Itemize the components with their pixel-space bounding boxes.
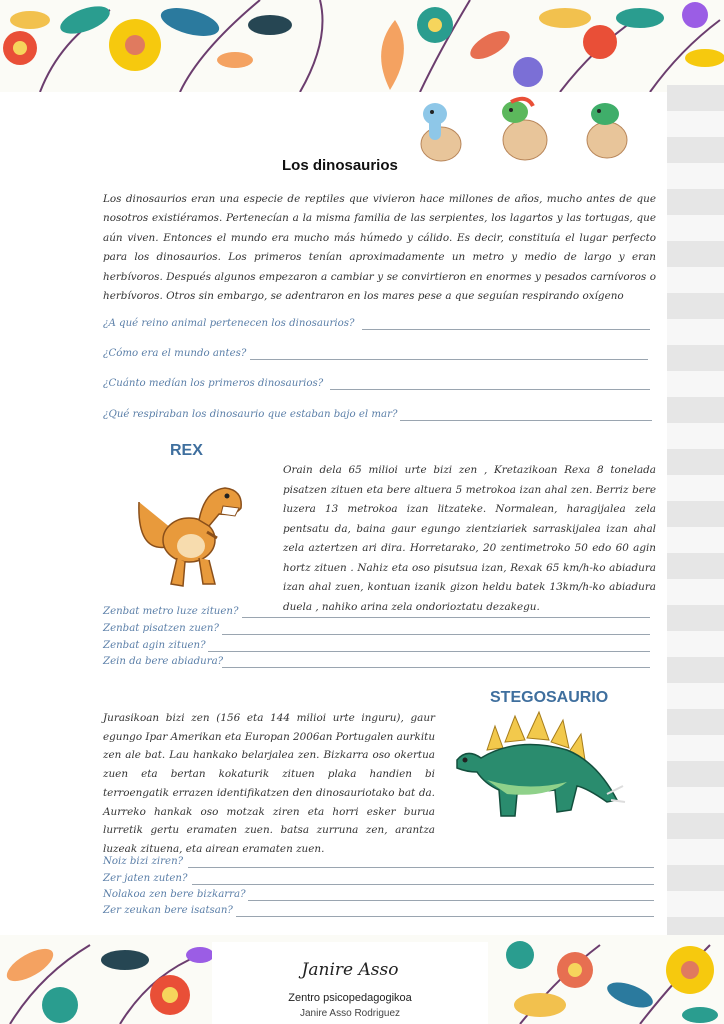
- stegosaurio-paragraph: Jurasikoan bizi zen (156 eta 144 milioi urte inguru), gaur egungo Ipar Amerikan eta Europan 2006an Portugalen aurkitu zen ale bat. Lau hankako belarjalea zen. Bizkarra oso okertua zuen eta bertan kokaturik zituen plaka handien bi terroengatik errazen identifikatzen den dinosauriotako bat da. Aurreko hankak oso motzak ziren eta horri esker burua lurretik gertu eramaten zuen. batsa zurruna zen, arantza luzeak zituena, eta airean eramaten zuen.: [103, 712, 436, 855]
- answer-line[interactable]: [188, 867, 654, 868]
- stegosaurus-illustration: [447, 710, 627, 828]
- stego-question-1: Noiz bizi ziren?: [103, 856, 184, 867]
- page-title: Los dinosaurios: [282, 157, 398, 174]
- answer-line[interactable]: [222, 634, 650, 635]
- floral-header-border: [0, 0, 724, 92]
- answer-line[interactable]: [192, 884, 654, 885]
- answer-line[interactable]: [330, 389, 650, 390]
- intro-question-1: ¿A qué reino animal pertenecen los dinosaurios?: [103, 318, 355, 329]
- answer-line[interactable]: [400, 420, 652, 421]
- answer-line[interactable]: [236, 916, 654, 917]
- intro-question-3: ¿Cuánto medían los primeros dinosaurios?: [103, 378, 324, 389]
- center-name: Zentro psicopedagogikoa: [288, 992, 412, 1004]
- footer-credit-box: [212, 942, 488, 1024]
- side-stripes-decoration: [667, 85, 724, 935]
- author-name: Janire Asso Rodriguez: [299, 1008, 401, 1019]
- intro-question-2: ¿Cómo era el mundo antes?: [103, 348, 247, 359]
- answer-line[interactable]: [250, 359, 648, 360]
- rex-question-4: Zein da bere abiadura?: [103, 656, 224, 667]
- answer-line[interactable]: [242, 617, 650, 618]
- intro-question-4: ¿Qué respiraban los dinosaurio que estaban bajo el mar?: [103, 409, 398, 420]
- answer-line[interactable]: [208, 651, 650, 652]
- baby-dinosaur-illustrations: [415, 96, 635, 166]
- answer-line[interactable]: [362, 329, 650, 330]
- rex-question-2: Zenbat pisatzen zuen?: [103, 623, 219, 634]
- stego-question-2: Zer jaten zuten?: [103, 873, 188, 884]
- rex-question-3: Zenbat agin zituen?: [103, 640, 206, 651]
- rex-question-1: Zenbat metro luze zituen?: [103, 606, 239, 617]
- author-signature: Janire Asso: [301, 960, 399, 980]
- answer-line[interactable]: [222, 667, 650, 668]
- stegosaurio-heading: STEGOSAURIO: [490, 689, 609, 706]
- stego-question-4: Zer zeukan bere isatsan?: [103, 905, 233, 916]
- intro-paragraph: Los dinosaurios eran una especie de reptiles que vivieron hace millones de años, mucho antes de que nosotros existiéramos. Pertenecían a la misma familia de las serpientes, los lagartos y las tortugas, que aún viven. Entonces el mundo era mucho más húmedo y cálido. Es decir, constituía el lugar perfecto para los dinosaurios. Los primeros tenían aproximadamente un metro y medio de largo y eran herbívoros. Después algunos empezaron a cambiar y se convirtieron en enormes y pesados carnívoros o herbívoros. Otros sin embargo, se adentraron en los mares pese a que seguían respirando oxígeno: [103, 193, 656, 303]
- t-rex-illustration: [127, 462, 247, 592]
- rex-heading: REX: [170, 442, 203, 459]
- stego-question-3: Nolakoa zen bere bizkarra?: [103, 889, 246, 900]
- rex-paragraph: Orain dela 65 milioi urte bizi zen , Kretazikoan Rexa 8 tonelada pisatzen zituen eta bere altuera 5 metrokoa izan ahal zen. Berriz bere luzera 13 metrokoa izan litzateke. Normalean, haragijalea zela pentsatu da, baina gaur egungo zientziariek sarraskijalea izan ahal zela aztertzen ari dira. Horretarako, 20 zentimetroko 50 edo 60 agin hortz zituen . Nahiz eta oso pisutsua izan, Rexak 65 km/h-ko abiadura izan ahal zuen, kontuan izanik gizon heldu batek 13km/h-ko abiadura duela , nahiko arina zela ondorioztatu dezakegu.: [283, 464, 656, 613]
- answer-line[interactable]: [248, 900, 654, 901]
